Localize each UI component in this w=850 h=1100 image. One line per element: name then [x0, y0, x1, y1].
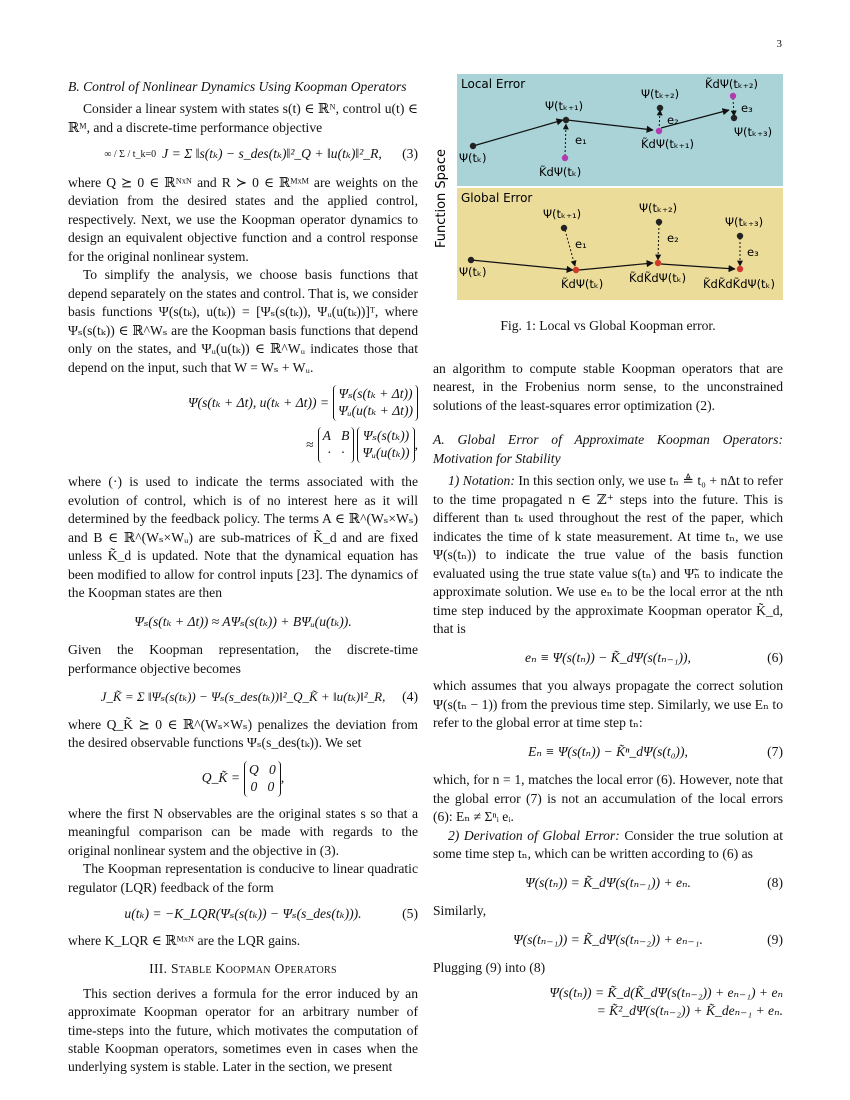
point-psi-k3 — [737, 233, 743, 239]
equation-number: (7) — [767, 743, 783, 759]
point-psi-k2 — [657, 105, 663, 111]
right-column — [433, 70, 783, 1021]
equation-koopman-dynamics — [68, 613, 418, 631]
label-kd-psi-k2: K̃dΨ(tₖ₊₂) — [705, 77, 758, 91]
paragraph: where the first N observables are the original states s so that a meaningful comparison can be made with regards to the original nonlinear system and the objective in (3). — [68, 805, 418, 858]
point-psi-k1 — [563, 117, 569, 123]
equation-body: J = Σ ‖s(tₖ) − s_des(tₖ)‖²_Q + ‖u(tₖ)‖²_R, — [162, 146, 382, 162]
approx-sign: ≈ — [306, 436, 314, 452]
equation-body: Ψ(s(tₙ₋₁)) = K̃_dΨ(s(tₙ₋₂)) + eₙ₋₁. — [513, 931, 703, 947]
point-psi-k — [470, 143, 476, 149]
matrix-cell: 0 — [269, 761, 276, 777]
label-e1: e₁ — [575, 133, 587, 147]
equation-5 — [68, 905, 418, 923]
label-kd-psi-k1: K̃dΨ(tₖ₊₁) — [641, 137, 694, 151]
equation-number: (8) — [767, 874, 783, 890]
point-kd-3 — [737, 266, 743, 272]
matrix-cell: A — [322, 428, 331, 444]
paragraph: Similarly, — [433, 903, 487, 919]
matrix-cell: 0 — [250, 778, 258, 794]
global-error-title: Global Error — [461, 191, 533, 205]
vector-top: Ψₛ(s(tₖ + Δt)) — [338, 386, 413, 402]
equation-basis — [68, 385, 418, 421]
label-kd-3: K̃dK̃dK̃dΨ(tₖ) — [703, 277, 775, 291]
equation-body: Ψ(s(tₙ)) = K̃_dΨ(s(tₙ₋₁)) + eₙ. — [525, 874, 691, 890]
paragraph: Given the Koopman representation, the discrete-time performance objective becomes — [68, 642, 418, 676]
equation-number: (9) — [767, 931, 783, 947]
point-kd-psi-k2 — [730, 93, 736, 99]
point-psi-k — [468, 257, 474, 263]
equation-8 — [433, 874, 783, 892]
equation-basis-approx: ≈ A B · · Ψₛ(s(tₖ)) Ψᵤ(u(tₖ)) , — [68, 427, 418, 463]
point-kd-psi-k — [562, 155, 568, 161]
paragraph: where Q ⪰ 0 ∈ ℝᴺˣᴺ and R ≻ 0 ∈ ℝᴹˣᴹ are weights on the deviation from the desired states and the applied control, respectively. Next, we use the Koopman operator dynamics to design an equivalent objective function and a control response for the original nonlinear system. — [68, 174, 418, 264]
label-psi-k: Ψ(tₖ) — [459, 151, 487, 165]
equation-9 — [433, 931, 783, 949]
paragraph — [433, 827, 783, 864]
equation-body: u(tₖ) = −K_LQR(Ψₛ(s(tₖ)) − Ψₛ(s_des(tₖ))). — [124, 906, 362, 922]
page-number: 3 — [776, 38, 782, 50]
matrix-cell: 0 — [267, 778, 275, 794]
paragraph: To simplify the analysis, we choose basis functions that depend separately on the states and control. That is, we consider basis functions Ψ(s(tₖ), u(tₖ)) = [Ψₛ(s(tₖ)), Ψᵤ(u(tₖ))]ᵀ, where Ψₛ(s(tₖ)) ∈ ℝ^Wₛ are the Koopman basis functions that depend only on the states, and Ψᵤ(u(tₖ)) ∈ ℝ^Wᵤ indicates those that depend on the input, such that W = Wₛ + Wᵤ. — [68, 267, 418, 375]
figure-caption: Fig. 1: Local vs Global Koopman error. — [500, 318, 716, 334]
equation-10a — [433, 984, 783, 1002]
vector-bottom: Ψᵤ(u(tₖ)) — [362, 445, 410, 461]
label-e3: e₃ — [747, 245, 759, 259]
label-psi-k1: Ψ(tₖ₊₁) — [545, 99, 584, 113]
label-e2: e₂ — [667, 231, 679, 245]
label-e2: e₂ — [667, 113, 679, 127]
left-column — [68, 78, 418, 1077]
equation-body: eₙ ≡ Ψ(s(tₙ)) − K̃_dΨ(s(tₙ₋₁)), — [525, 649, 691, 665]
label-kd-1: K̃dΨ(tₖ) — [561, 277, 604, 291]
vector-top: Ψₛ(s(tₖ)) — [362, 428, 410, 444]
paragraph: where (·) is used to indicate the terms associated with the evolution of control, which is of no interest here as it will determined by the feedback policy. The terms A ∈ ℝ^(Wₛ×Wₛ) and B ∈ ℝ^(Wₛ×Wᵤ) are sub-matrices of K̃_d and are fixed unless K̃_d is updated. Note that the dynamical equation has been modified to allow for control inputs [23]. The dynamics of the Koopman states are then — [68, 474, 418, 601]
paragraph: which, for n = 1, matches the local error (6). However, note that the global error (7) is not an accumulation of the local errors (6): Eₙ ≠ Σⁿᵢ eᵢ. — [433, 772, 783, 825]
equation-body: J_K̃ = Σ ‖Ψₛ(s(tₖ)) − Ψₛ(s_des(tₖ))‖²_Q_K̃ + ‖u(tₖ)‖²_R, — [100, 689, 386, 705]
equation-7 — [433, 743, 783, 761]
paragraph-text: Consider the true solution at some time step tₙ, which can be written according to (6) as — [433, 827, 783, 862]
derivation-title: 2) Derivation of Global Error: — [447, 827, 620, 843]
paragraph: where Q_K̃ ⪰ 0 ∈ ℝ^(Wₛ×Wₛ) penalizes the deviation from the desired observable functions Ψₛ(s_des(tₖ)). We set — [68, 716, 418, 751]
equation-6 — [433, 649, 783, 667]
koopman-error-diagram — [433, 70, 783, 302]
paragraph — [433, 472, 783, 638]
point-psi-k2 — [656, 219, 662, 225]
label-kd-psi-k: K̃dΨ(tₖ) — [539, 165, 582, 179]
label-kd-2: K̃dK̃dΨ(tₖ) — [629, 271, 687, 285]
paragraph: which assumes that you always propagate the correct solution Ψ(s(tₙ − 1)) from the previous time step. Similarly, we use Eₙ to refer to the global error at time step tₙ: — [433, 678, 783, 731]
equation-number: (6) — [767, 649, 783, 665]
subsection-a-heading: A. Global Error of Approximate Koopman Operators: Motivation for Stability — [433, 432, 783, 466]
sum-glyph: ∞ / Σ / t_k=0 — [104, 148, 157, 160]
figure-1 — [433, 70, 783, 336]
paragraph: where K_LQR ∈ ℝᴹˣᴺ are the LQR gains. — [68, 932, 301, 948]
equation-lhs: Q_K̃ = — [201, 770, 241, 786]
matrix-cell: · — [327, 445, 331, 461]
section-heading: III. Stable Koopman Operators — [149, 961, 337, 977]
matrix-cell: Q — [249, 761, 259, 777]
matrix-cell: · — [341, 445, 345, 461]
matrix-q — [244, 761, 281, 797]
equation-3 — [68, 145, 418, 163]
paragraph-text: In this section only, we use tₙ ≜ t₀ + nΔt to refer to the time propagated n ∈ ℤ⁺ steps into the future. This is different than tₖ used throughout the rest of the paper, which indicates the time of k state measurement. At time tₙ, we use Ψ(s(tₙ)) to indicate the true value of the basis function evaluated using the true state value s(tₙ) and Ψ̃ₙ to indicate the approximate solution. We use eₙ to be the local error at the nth time step induced by the approximate Koopman operator K̃_d, that is — [433, 473, 783, 637]
paragraph: Consider a linear system with states s(t) ∈ ℝᴺ, control u(t) ∈ ℝᴹ, and a discrete-time performance objective — [68, 101, 418, 135]
equation-number: (5) — [402, 906, 418, 922]
function-space-label: Function Space — [434, 148, 449, 248]
point-psi-k1 — [561, 225, 567, 231]
local-error-title: Local Error — [461, 77, 526, 91]
equation-10b — [433, 1002, 783, 1020]
point-kd-psi-k1 — [656, 128, 662, 134]
summation-symbol — [104, 149, 156, 161]
equation-4 — [68, 688, 418, 706]
label-psi-k2: Ψ(tₖ₊₂) — [639, 201, 678, 215]
label-psi-k2: Ψ(tₖ₊₂) — [641, 87, 680, 101]
matrix-cell: B — [341, 428, 350, 444]
equation-body: = K̃²_dΨ(s(tₙ₋₂)) + K̃_deₙ₋₁ + eₙ. — [596, 1003, 783, 1019]
label-psi-k3: Ψ(tₖ₊₃) — [725, 215, 764, 229]
vector — [357, 427, 414, 463]
label-psi-k: Ψ(tₖ) — [459, 265, 487, 279]
equation-number: (3) — [402, 146, 418, 162]
label-e3: e₃ — [741, 101, 753, 115]
subsection-b-heading: B. Control of Nonlinear Dynamics Using Koopman Operators — [68, 79, 407, 94]
label-e1: e₁ — [575, 237, 587, 251]
equation-body: Ψ(s(tₙ)) = K̃_d(K̃_dΨ(s(tₙ₋₂)) + eₙ₋₁) + eₙ — [549, 984, 783, 1000]
label-psi-k1: Ψ(tₖ₊₁) — [543, 207, 582, 221]
equation-lhs: Ψ(s(tₖ + Δt), u(tₖ + Δt)) = — [187, 395, 330, 410]
point-psi-k3 — [731, 115, 737, 121]
point-kd-2 — [655, 260, 661, 266]
matrix-ab — [318, 427, 355, 463]
equation-number: (4) — [402, 688, 418, 704]
equation-body: Eₙ ≡ Ψ(s(tₙ)) − K̃ⁿ_dΨ(s(t₀)), — [528, 743, 688, 759]
notation-title: 1) Notation: — [447, 473, 515, 489]
label-psi-k3: Ψ(tₖ₊₃) — [734, 125, 773, 139]
paragraph: Plugging (9) into (8) — [433, 960, 546, 976]
equation-q-matrix: Q_K̃ = Q 0 0 0 , — [68, 761, 418, 797]
paragraph: The Koopman representation is conducive to linear quadratic regulator (LQR) feedback of the form — [68, 861, 418, 895]
paragraph: This section derives a formula for the error induced by an approximate Koopman operator for an arbitrary number of time-steps into the future, which motivates the computation of stable Koopman operators, sometimes even in cases when the underlying system is stable. Later in the section, we present — [68, 985, 418, 1075]
vector — [333, 385, 418, 421]
point-kd-1 — [573, 267, 579, 273]
vector-bottom: Ψᵤ(u(tₖ + Δt)) — [338, 403, 413, 419]
equation-body: Ψₛ(s(tₖ + Δt)) ≈ AΨₛ(s(tₖ)) + BΨᵤ(u(tₖ)). — [134, 613, 352, 629]
paragraph: an algorithm to compute stable Koopman operators that are nearest, in the Frobenius norm sense, to the unconstrained solutions of the least-squares error optimization (2). — [433, 360, 783, 413]
